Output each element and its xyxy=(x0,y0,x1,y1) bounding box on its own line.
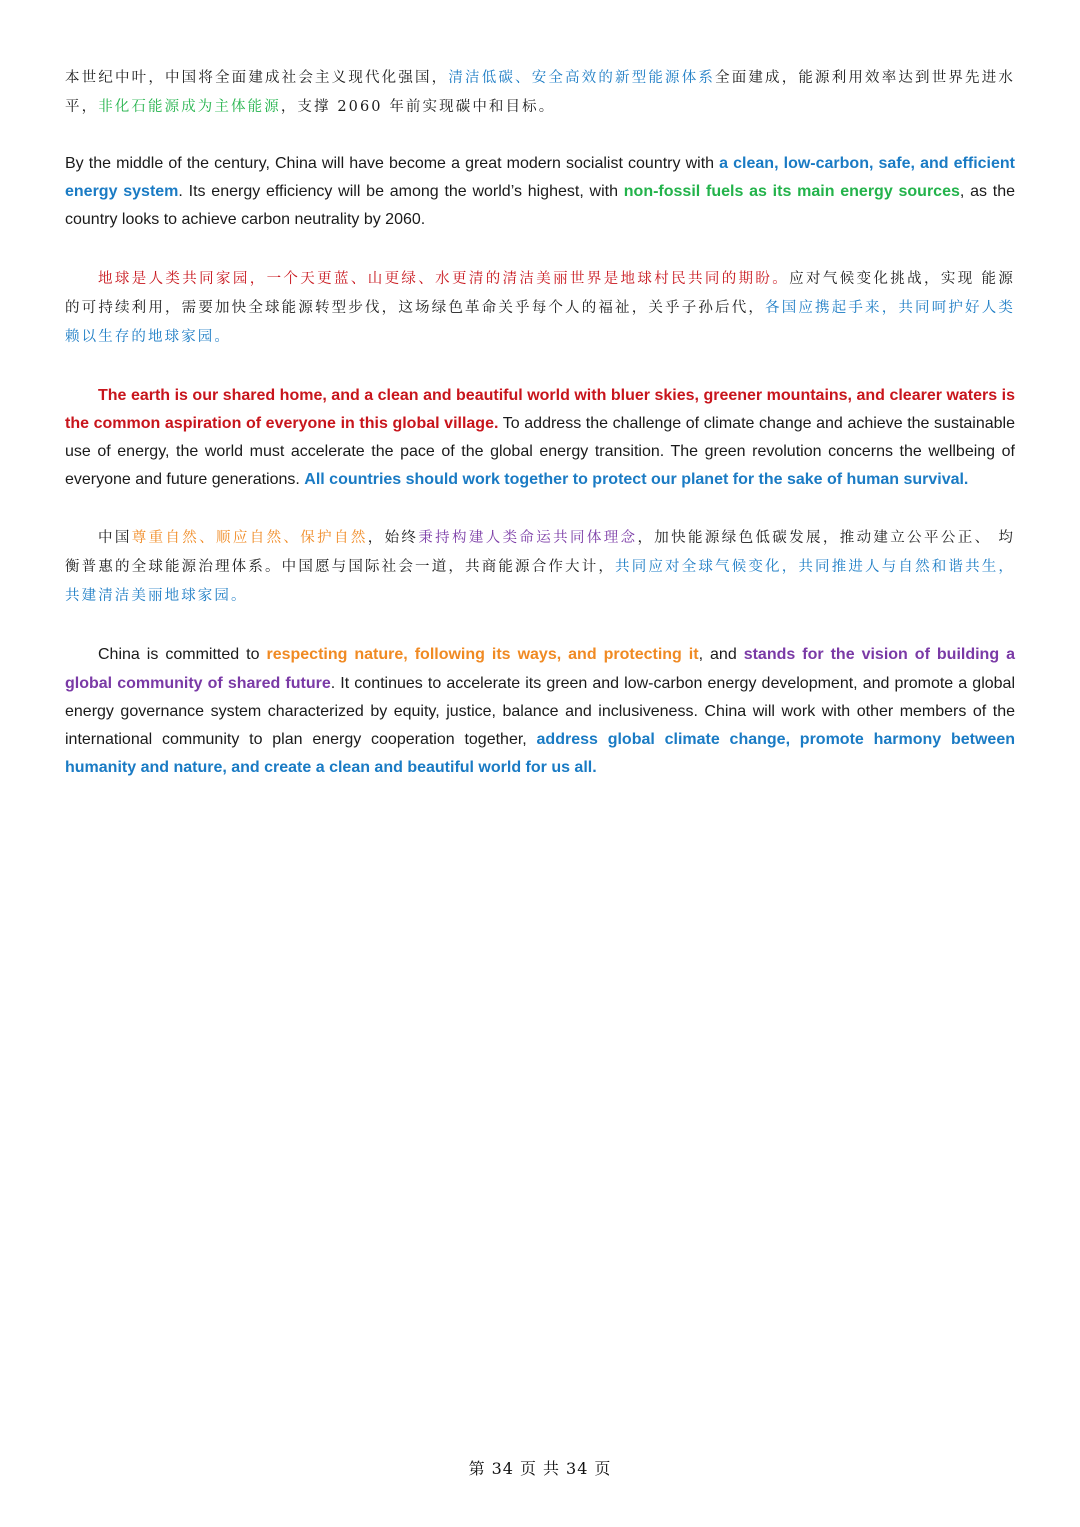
paragraph-en-1 xyxy=(65,150,1015,235)
highlighted-segment: address global climate change, promote harmony between humanity and nature, and create a clean and beautiful world for us all. xyxy=(65,731,1015,777)
page-footer xyxy=(0,1456,1080,1479)
highlighted-segment: 清洁低碳、安全高效的新型能源体系 xyxy=(448,70,716,86)
text-segment: . Its energy efficiency will be among the world’s highest, with xyxy=(178,183,624,201)
paragraph-zh-1 xyxy=(65,64,1015,122)
highlighted-segment: 共同应对全球气候变化，共同推进人与自然和谐共生，共建清洁美丽地球家园。 xyxy=(65,559,1016,605)
footer-prefix: 第 xyxy=(468,1459,486,1478)
footer-total-pages: 34 xyxy=(566,1459,589,1478)
highlighted-segment: 各国应携起手来，共同呵护好人类赖以生存的地球家园。 xyxy=(65,299,1015,345)
footer-middle: 页 共 xyxy=(519,1459,561,1478)
text-segment: 全面建成，能源利用效率达到世界先进水平， xyxy=(65,70,1015,115)
text-segment: To address the challenge of climate change and achieve the sustainable use of energy, the world must accelerate the pace of the global energy transition. The green revolution concerns the wellbeing of everyone and future generations. xyxy=(65,414,1016,489)
text-segment: ，加快能源绿色低碳发展，推动建立公平公正、 均衡普惠的全球能源治理体系。中国愿与国际社会一道，共商能源合作大计， xyxy=(65,530,1015,576)
text-segment: ，支撑 2060 年前实现碳中和目标。 xyxy=(280,99,556,115)
highlighted-segment: respecting nature, following its ways, and protecting it xyxy=(266,646,699,664)
paragraph-en-3 xyxy=(65,641,1015,782)
paragraph-en-2 xyxy=(65,382,1015,495)
highlighted-segment: The earth is our shared home, and a clean and beautiful world with bluer skies, greener mountains, and clearer waters is the common aspiration of everyone in this global village. xyxy=(65,386,1015,432)
footer-page-number: 34 xyxy=(491,1459,514,1478)
highlighted-segment: 秉持构建人类命运共同体理念 xyxy=(418,530,638,547)
highlighted-segment: stands for the vision of building a global community of shared future xyxy=(65,646,1015,692)
text-segment: 中国 xyxy=(98,530,132,547)
text-segment: . It continues to accelerate its green and low-carbon energy development, and promote a global energy governance system characterized by equity, justice, balance and inclusiveness. China will work with other members of the international community to plan energy cooperation together, xyxy=(65,674,1016,749)
text-segment: ，始终 xyxy=(367,530,419,547)
highlighted-segment: 尊重自然、顺应自然、保护自然 xyxy=(131,530,368,547)
paragraph-zh-2 xyxy=(65,265,1015,352)
text-segment: , and xyxy=(698,646,744,664)
text-segment: By the middle of the century, China will have become a great modern socialist country with xyxy=(65,155,720,172)
highlighted-segment: 非化石能源成为主体能源 xyxy=(98,99,281,115)
document-body xyxy=(65,64,1015,782)
highlighted-segment: a clean, low-carbon, safe, and efficient energy system xyxy=(65,155,1015,201)
highlighted-segment: All countries should work together to protect our planet for the sake of human survival. xyxy=(304,471,969,489)
text-segment: China is committed to xyxy=(98,646,267,664)
text-segment: 本世纪中叶，中国将全面建成社会主义现代化强国， xyxy=(65,70,449,86)
paragraph-zh-3 xyxy=(65,524,1015,611)
footer-suffix: 页 xyxy=(594,1459,612,1478)
text-segment: , as the country looks to achieve carbon neutrality by 2060. xyxy=(65,183,1016,229)
text-segment: 应对气候变化挑战，实现 能源的可持续利用，需要加快全球能源转型步伐，这场绿色革命关乎每个人的福祉，关乎子孙后代， xyxy=(65,270,1015,316)
highlighted-segment: 地球是人类共同家园，一个天更蓝、山更绿、水更清的清洁美丽世界是地球村民共同的期盼。 xyxy=(98,270,790,287)
highlighted-segment: non-fossil fuels as its main energy sources xyxy=(623,183,960,201)
